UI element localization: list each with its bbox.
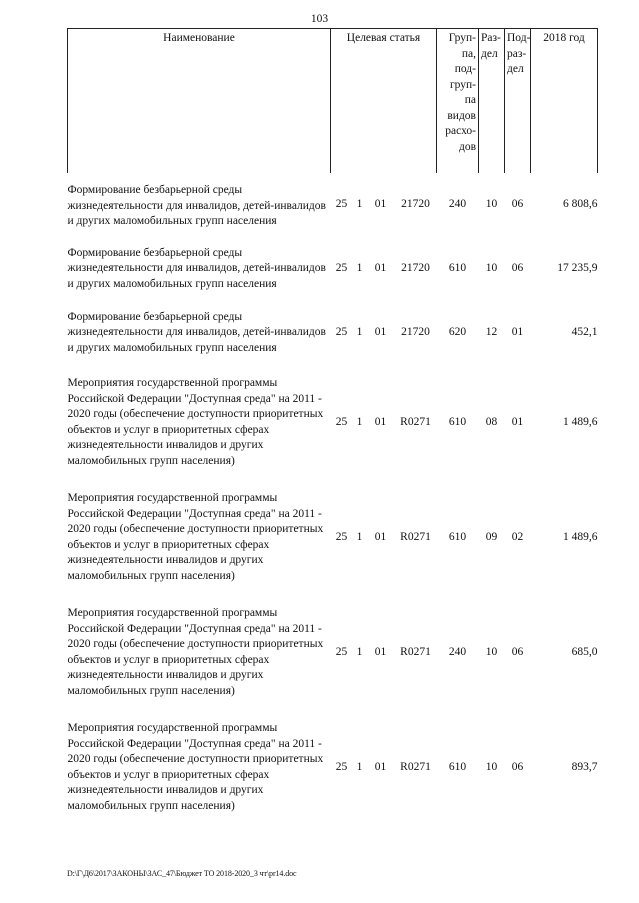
row-target-2: 1 [356,530,363,543]
row-target-1: 25 [335,262,348,275]
row-subsection: 02 [511,530,524,543]
row-name: Формирование безбарьерной среды жизнедеятельности для инвалидов, детей-инвалидов и других маломобильных групп населения [67,184,326,228]
header-subsection: Под- раз- дел [505,29,531,174]
row-target-4: 21720 [401,262,430,275]
row-target-2: 1 [356,326,363,339]
row-name: Мероприятия государственной программы Российской Федерации "Доступная среда" на 2011 - 2020 годы (обеспечение доступности приоритетных объектов и услуг в приоритетных сферах жизнедеятельности инвалидов и других маломобильных групп населения) [67,377,324,467]
row-target-4: 21720 [401,198,430,211]
row-section: 10 [485,198,498,211]
row-section: 09 [485,530,498,543]
row-target-1: 25 [335,760,348,773]
row-target-3: 01 [374,198,387,211]
row-target-1: 25 [335,645,348,658]
row-amount: 685,0 [571,645,598,658]
row-amount: 17 235,9 [557,262,598,275]
table-row [68,710,598,825]
header-amount-2018: 2018 год [531,29,598,174]
row-section: 10 [485,262,498,275]
row-subsection: 06 [511,262,524,275]
header-target-article: Целевая статья [331,29,437,174]
table-row [68,365,598,480]
row-target-2: 1 [356,415,363,428]
row-amount: 6 808,6 [563,198,598,211]
row-target-2: 1 [356,198,363,211]
row-name: Формирование безбарьерной среды жизнедеятельности для инвалидов, детей-инвалидов и других маломобильных групп населения [67,310,326,354]
budget-table [67,28,598,825]
row-name: Формирование безбарьерной среды жизнедеятельности для инвалидов, детей-инвалидов и других маломобильных групп населения [67,246,326,290]
table-row [68,595,598,710]
row-amount: 1 489,6 [563,530,598,543]
row-target-3: 01 [374,326,387,339]
row-target-4: R0271 [400,415,431,428]
row-section: 12 [485,326,498,339]
row-subsection: 06 [511,760,524,773]
row-target-3: 01 [374,530,387,543]
row-target-4: R0271 [400,760,431,773]
row-name: Мероприятия государственной программы Российской Федерации "Доступная среда" на 2011 - 2020 годы (обеспечение доступности приоритетных объектов и услуг в приоритетных сферах жизнедеятельности инвалидов и других маломобильных групп населения) [67,722,324,812]
row-subsection: 01 [511,326,524,339]
row-target-4: 21720 [401,326,430,339]
row-target-3: 01 [374,262,387,275]
header-section: Раз- дел [479,29,505,174]
table-row [68,301,598,365]
row-group: 610 [448,530,467,543]
row-amount: 893,7 [571,760,598,773]
row-name: Мероприятия государственной программы Российской Федерации "Доступная среда" на 2011 - 2020 годы (обеспечение доступности приоритетных объектов и услуг в приоритетных сферах жизнедеятельности инвалидов и других маломобильных групп населения) [67,492,324,582]
row-subsection: 06 [511,198,524,211]
row-target-1: 25 [335,415,348,428]
footer-file-path: D:\Г\Д6\2017\ЗАКОНЫ\ЗАС_47\Бюджет ТО 2018-2020_3 чт\pr14.doc [67,869,297,878]
row-target-3: 01 [374,645,387,658]
row-target-1: 25 [335,530,348,543]
row-group: 610 [448,262,467,275]
row-target-1: 25 [335,198,348,211]
row-section: 10 [485,645,498,658]
page-number: 103 [310,13,329,25]
table-header-row [68,29,598,174]
row-target-1: 25 [335,326,348,339]
table-row [68,173,598,237]
row-amount: 1 489,6 [563,415,598,428]
row-target-3: 01 [374,415,387,428]
row-group: 610 [448,415,467,428]
row-amount: 452,1 [571,326,598,339]
row-target-2: 1 [356,645,363,658]
row-group: 240 [448,645,467,658]
row-group: 610 [448,760,467,773]
row-target-4: R0271 [400,645,431,658]
table-row [68,480,598,595]
row-section: 10 [485,760,498,773]
header-group: Груп- па, под- груп- па видов расхо- дов [437,29,479,174]
row-target-2: 1 [356,760,363,773]
header-name: Наименование [68,29,331,174]
row-subsection: 01 [511,415,524,428]
row-group: 620 [448,326,467,339]
row-name: Мероприятия государственной программы Российской Федерации "Доступная среда" на 2011 - 2020 годы (обеспечение доступности приоритетных объектов и услуг в приоритетных сферах жизнедеятельности инвалидов и других маломобильных групп населения) [67,607,324,697]
row-target-3: 01 [374,760,387,773]
row-target-4: R0271 [400,530,431,543]
row-target-2: 1 [356,262,363,275]
row-group: 240 [448,198,467,211]
table-row [68,237,598,301]
row-section: 08 [485,415,498,428]
row-subsection: 06 [511,645,524,658]
